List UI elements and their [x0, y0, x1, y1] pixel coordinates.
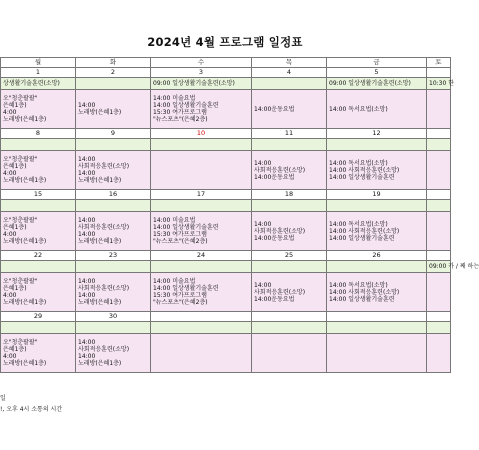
- program-entry: 15:30 여가프로그램: [153, 231, 207, 238]
- program-entry: 14:00 사회적응훈련(소망): [329, 227, 400, 235]
- footnote-line: 일: [0, 395, 6, 402]
- date-cell: 26: [327, 251, 427, 261]
- morning-program-cell: 상생활기술훈련(소망): [1, 78, 76, 90]
- morning-program-cell: [151, 322, 252, 334]
- date-cell: 25: [252, 251, 327, 261]
- afternoon-program-cell: [252, 212, 327, 251]
- program-entry: 14:00 일상생활기술훈련: [153, 224, 219, 231]
- afternoon-program-cell: [427, 334, 451, 373]
- morning-program-cell: [151, 261, 252, 273]
- weekday-mon: 월: [1, 58, 76, 68]
- program-entry: 14:00: [254, 159, 272, 167]
- program-entry: 14:00운동요법: [254, 295, 295, 303]
- date-cell: [327, 312, 427, 322]
- program-entry: 14:00: [78, 278, 96, 285]
- morning-program-cell: [327, 322, 427, 334]
- morning-program-cell: 10:30 한: [427, 78, 451, 90]
- afternoon-program-cell: [151, 334, 252, 373]
- program-entry: 14:00 미술요법: [153, 95, 196, 102]
- morning-program-cell: [151, 200, 252, 212]
- program-entry: 은혜1층): [3, 163, 27, 170]
- date-cell: [427, 251, 451, 261]
- program-entry: 14:00: [78, 339, 96, 346]
- afternoon-program-cell: [1, 273, 76, 312]
- program-entry: 15:30 여가프로그램: [153, 109, 207, 116]
- afternoon-program-cell: [151, 273, 252, 312]
- morning-program-cell: [252, 200, 327, 212]
- program-entry: 14:00 일상생활기술훈련: [329, 173, 395, 181]
- program-entry: 노래방(은혜1층): [3, 238, 47, 245]
- program-entry: 14:00: [254, 281, 272, 289]
- date-cell: [427, 129, 451, 139]
- program-entry: 4:00: [3, 109, 17, 116]
- date-cell: 1: [1, 68, 76, 78]
- date-cell: 18: [252, 190, 327, 200]
- program-entry: 사회적응훈련(소망): [78, 346, 130, 353]
- date-cell: 12: [327, 129, 427, 139]
- afternoon-program-cell: [327, 90, 427, 129]
- afternoon-program-row: [0, 212, 451, 251]
- morning-program-cell: [252, 261, 327, 273]
- morning-program-cell: [252, 139, 327, 151]
- date-cell: 19: [327, 190, 427, 200]
- date-cell: [252, 312, 327, 322]
- calendar: [0, 57, 479, 373]
- date-cell: 10: [151, 129, 252, 139]
- morning-program-cell: [76, 139, 151, 151]
- morning-program-cell: 09:00 일상생활기술훈련(소망): [151, 78, 252, 90]
- program-entry: 노래방(은혜1층): [78, 299, 122, 306]
- program-entry: 14:00 독서요법(소망): [329, 281, 388, 289]
- program-entry: 14:00 사회적응훈련(소망): [329, 166, 400, 174]
- date-cell: 5: [327, 68, 427, 78]
- program-entry: 은혜1층): [3, 102, 27, 109]
- weekday-thu: 목: [252, 58, 327, 68]
- date-cell: [151, 312, 252, 322]
- afternoon-program-cell: [427, 273, 451, 312]
- morning-program-cell: 09:00 일상생활기술훈련(소망): [327, 78, 427, 90]
- program-entry: 14:00 독서요법(소망): [329, 159, 388, 167]
- afternoon-program-cell: [1, 334, 76, 373]
- program-entry: 사회적응훈련(소망): [78, 285, 130, 292]
- schedule-table: [0, 57, 479, 373]
- date-cell: [427, 190, 451, 200]
- morning-program-cell: [252, 322, 327, 334]
- program-entry: 14:00 독서요법(소망): [329, 220, 388, 228]
- morning-program-row: [0, 78, 451, 90]
- date-cell: 11: [252, 129, 327, 139]
- afternoon-program-cell: [76, 334, 151, 373]
- program-entry: 14:00 사회적응훈련(소망): [329, 288, 400, 296]
- program-entry: 14:00 일상생활기술훈련: [329, 234, 395, 242]
- date-cell: 29: [1, 312, 76, 322]
- afternoon-program-cell: [327, 151, 427, 190]
- date-cell: 8: [1, 129, 76, 139]
- morning-program-row: [0, 322, 451, 334]
- program-entry: 노래방(은혜1층): [3, 116, 47, 123]
- afternoon-program-cell: [252, 334, 327, 373]
- afternoon-program-row: [0, 334, 451, 373]
- date-row: [0, 129, 451, 139]
- page-title: 2024년 4월 프로그램 일정표: [147, 35, 303, 49]
- footnotes: [0, 393, 62, 415]
- date-row: [0, 312, 451, 322]
- program-entry: 오"청춘팔팔": [3, 95, 38, 102]
- program-entry: 14:00 미술요법: [153, 217, 196, 224]
- date-cell: 2: [76, 68, 151, 78]
- date-cell: 3: [151, 68, 252, 78]
- program-entry: 14:00: [78, 353, 96, 360]
- date-cell: [427, 312, 451, 322]
- weekday-tue: 화: [76, 58, 151, 68]
- date-cell: 16: [76, 190, 151, 200]
- afternoon-program-cell: [427, 212, 451, 251]
- program-entry: 14:00 독서요법(소망): [329, 105, 388, 113]
- program-entry: 14:00 미술요법: [153, 278, 196, 285]
- afternoon-program-row: [0, 151, 451, 190]
- program-entry: 14:00운동요법: [254, 105, 295, 113]
- morning-program-cell: [252, 78, 327, 90]
- date-row: [0, 251, 451, 261]
- morning-program-row: [0, 261, 451, 273]
- date-cell: 24: [151, 251, 252, 261]
- morning-program-cell: [1, 261, 76, 273]
- morning-program-cell: [76, 78, 151, 90]
- program-entry: 노래방(은혜1층): [3, 360, 47, 367]
- program-entry: 노래방(은혜1층): [3, 177, 47, 184]
- morning-program-cell: [76, 200, 151, 212]
- afternoon-program-cell: [252, 273, 327, 312]
- program-entry: 은혜1층): [3, 346, 27, 353]
- program-entry: 14:00: [78, 217, 96, 224]
- afternoon-program-row: [0, 273, 451, 312]
- afternoon-program-cell: [76, 273, 151, 312]
- program-entry: 은혜1층): [3, 224, 27, 231]
- morning-program-cell: [76, 261, 151, 273]
- program-entry: 오"청춘팔팔": [3, 278, 38, 285]
- program-entry: "뉴스포츠"(은혜2층): [153, 299, 208, 306]
- program-entry: 14:00운동요법: [254, 234, 295, 242]
- program-entry: "뉴스포츠"(은혜2층): [153, 238, 208, 245]
- program-entry: 4:00: [3, 170, 17, 177]
- morning-program-row: [0, 139, 451, 151]
- date-cell: [427, 68, 451, 78]
- program-entry: 사회적응훈련(소망): [78, 224, 130, 231]
- program-entry: 노래방(은혜1층): [78, 177, 122, 184]
- morning-program-cell: [427, 200, 451, 212]
- weekday-sat: 토: [427, 58, 451, 68]
- morning-program-cell: [76, 322, 151, 334]
- program-entry: 14:00: [254, 220, 272, 228]
- afternoon-program-cell: [327, 212, 427, 251]
- afternoon-program-cell: [76, 90, 151, 129]
- date-cell: 4: [252, 68, 327, 78]
- date-cell: 22: [1, 251, 76, 261]
- date-row: [0, 68, 451, 78]
- program-entry: 14:00: [78, 156, 96, 163]
- date-cell: 30: [76, 312, 151, 322]
- afternoon-program-cell: [327, 334, 427, 373]
- afternoon-program-cell: [151, 90, 252, 129]
- program-entry: "뉴스포츠"(은혜2층): [153, 116, 208, 123]
- program-entry: 노래방(은혜1층): [78, 238, 122, 245]
- afternoon-program-cell: [427, 90, 451, 129]
- date-row: [0, 190, 451, 200]
- program-entry: 사회적응훈련(소망): [254, 288, 306, 296]
- program-entry: 14:00: [78, 102, 96, 109]
- date-cell: 9: [76, 129, 151, 139]
- program-entry: 오"청춘팔팔": [3, 339, 38, 346]
- weekday-wed: 수: [151, 58, 252, 68]
- morning-program-cell: [427, 139, 451, 151]
- weekday-header-row: [0, 58, 451, 68]
- morning-program-cell: [1, 139, 76, 151]
- program-entry: 사회적응훈련(소망): [78, 163, 130, 170]
- afternoon-program-cell: [76, 151, 151, 190]
- afternoon-program-cell: [427, 151, 451, 190]
- program-entry: 14:00 일상생활기술훈련: [153, 285, 219, 292]
- afternoon-program-cell: [252, 151, 327, 190]
- program-entry: 4:00: [3, 353, 17, 360]
- afternoon-program-cell: [1, 212, 76, 251]
- morning-program-cell: [1, 200, 76, 212]
- date-cell: 23: [76, 251, 151, 261]
- afternoon-program-cell: [1, 90, 76, 129]
- program-entry: 은혜1층): [3, 285, 27, 292]
- date-cell: 15: [1, 190, 76, 200]
- morning-program-cell: [1, 322, 76, 334]
- date-cell: 17: [151, 190, 252, 200]
- program-entry: 사회적응훈련(소망): [254, 166, 306, 174]
- program-entry: 14:00: [78, 170, 96, 177]
- footnote-line: !, 오후 4시 소통의 시간: [0, 406, 63, 413]
- afternoon-program-cell: [76, 212, 151, 251]
- morning-program-cell: [327, 139, 427, 151]
- afternoon-program-cell: [1, 151, 76, 190]
- morning-program-cell: [427, 322, 451, 334]
- program-entry: 14:00 일상생활기술훈련: [329, 295, 395, 303]
- afternoon-program-cell: [327, 273, 427, 312]
- afternoon-program-row: [0, 90, 451, 129]
- program-entry: 노래방(은혜1층): [3, 299, 47, 306]
- program-entry: 14:00: [78, 292, 96, 299]
- program-entry: 4:00: [3, 231, 17, 238]
- afternoon-program-cell: [151, 151, 252, 190]
- program-entry: 노래방(은혜1층): [78, 360, 122, 367]
- afternoon-program-cell: [252, 90, 327, 129]
- program-entry: 오"청춘팔팔": [3, 156, 38, 163]
- morning-program-cell: 09:00 카 / 째 하는: [427, 261, 451, 273]
- afternoon-program-cell: [151, 212, 252, 251]
- morning-program-cell: [151, 139, 252, 151]
- program-entry: 15:30 여가프로그램: [153, 292, 207, 299]
- program-entry: 노래방(은혜1층): [78, 109, 122, 116]
- weekday-fri: 금: [327, 58, 427, 68]
- program-entry: 14:00: [78, 231, 96, 238]
- program-entry: 오"청춘팔팔": [3, 217, 38, 224]
- morning-program-cell: [327, 261, 427, 273]
- morning-program-cell: [327, 200, 427, 212]
- morning-program-row: [0, 200, 451, 212]
- program-entry: 사회적응훈련(소망): [254, 227, 306, 235]
- program-entry: 14:00 일상생활기술훈련: [153, 102, 219, 109]
- program-entry: 14:00운동요법: [254, 173, 295, 181]
- program-entry: 4:00: [3, 292, 17, 299]
